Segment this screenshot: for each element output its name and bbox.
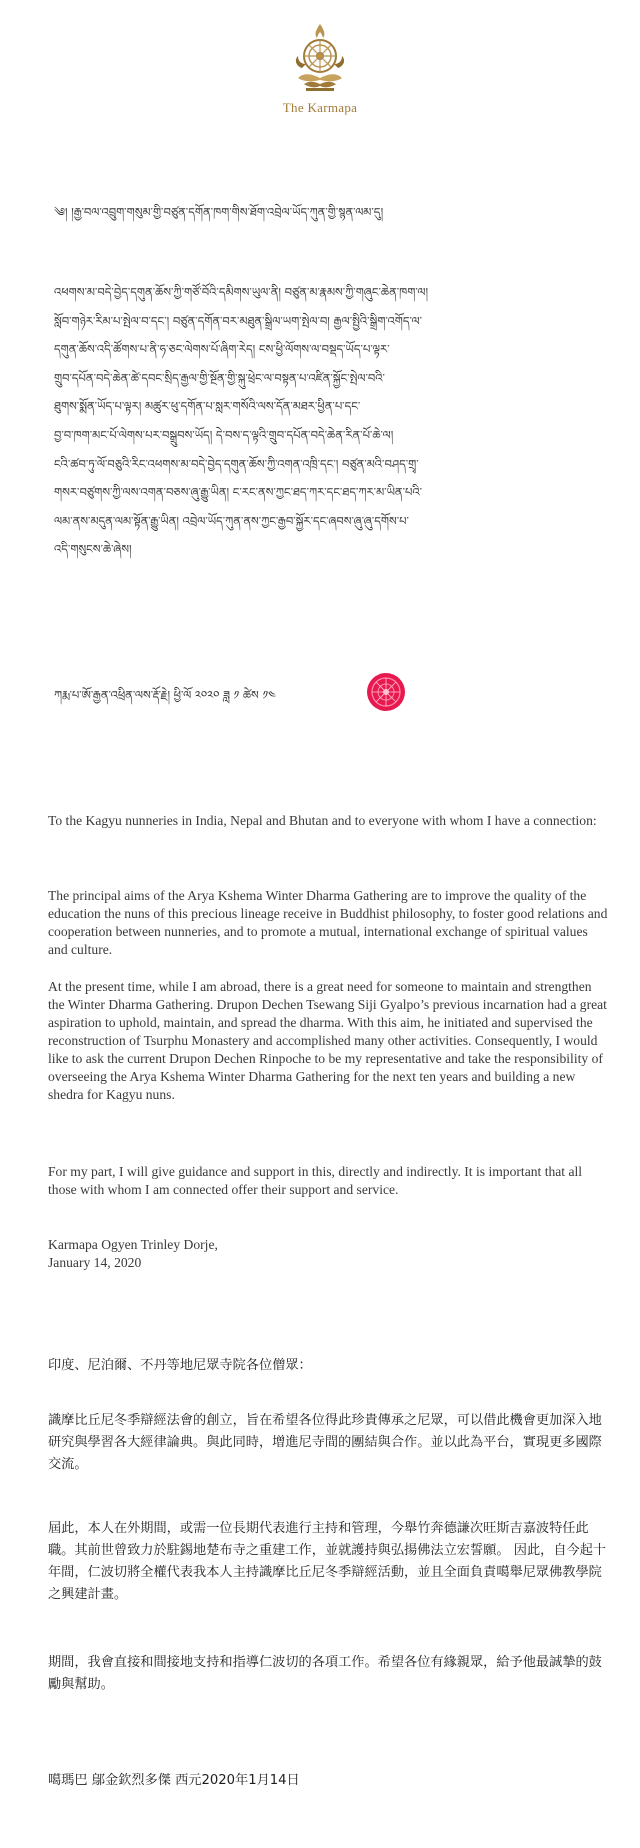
english-paragraph-1: The principal aims of the Arya Kshema Winter Dharma Gathering are to improve the quality of the education the nuns of this precious lineage receive in Buddhist philosophy, to foster good relations and cooperation between nunneries, and to promote a mutual, international exchange of spiritual values and culture. (48, 888, 608, 957)
tibetan-line: གསར་བཙུགས་ཀྱི་ལས་འགན་བཅས་ཞུ་རྒྱུ་ཡིན། ང་རང་ནས་ཀྱང་ཐད་ཀར་དང་ཐད་ཀར་མ་ཡིན་པའི་ (54, 485, 423, 500)
chinese-paragraph-3: 期間，我會直接和間接地支持和指導仁波切的各項工作。希望各位有緣親眾，給予他最誠摯的鼓勵與幫助。 (48, 1655, 602, 1692)
tibetan-line: ཐུགས་སྨོན་ཡོད་པ་ལྟར། མཚུར་ཕུ་དགོན་པ་སླར་གསོའི་ལས་དོན་མཐར་ཕྱིན་པ་དང་ (54, 399, 361, 414)
chinese-paragraph-2: 屆此，本人在外期間，或需一位長期代表進行主持和管理，今舉竹奔德謙次旺斯吉嘉波特任此職。其前世曾致力於駐錫地楚布寺之重建工作，並就護持與弘揚佛法立宏誓願。 因此，自今起十年間，仁波切將全權代表我本人主持識摩比丘尼冬季辯經活動，並且全面負責噶舉尼眾佛教學院之興建計畫。 (48, 1521, 607, 1602)
english-signature (48, 1236, 608, 1272)
tibetan-line: འཕགས་མ་བདེ་བྱེད་དགུན་ཆོས་ཀྱི་གཙོ་བོའི་དམིགས་ཡུལ་ནི། བཙུན་མ་རྣམས་ཀྱི་གཞུང་ཆེན་ཁག་ལ། (54, 285, 429, 299)
tibetan-line: འདི་གསུངས་ཆེ་ཞེས། (54, 542, 132, 557)
tibetan-signature: ཀརྨ་པ་ཨོ་རྒྱན་འཕྲིན་ལས་རྡོ་རྗེ། ཕྱི་ལོ ༢༠༢༠ ཟླ ༡ ཚེས ༡༤ (54, 688, 276, 702)
english-paragraph-2: At the present time, while I am abroad, there is a great need for someone to maintain and strengthen the Winter Dharma Gathering. Drupon Dechen Tsewang Siji Gyalpo’s previous incarnation had a great aspiration to uphold, maintain, and spread the dharma. With this aim, he initiated and supervised the reconstruction of Tsurphu Monastery and accomplished many other activities. Consequently, I would like to ask the current Drupon Dechen Rinpoche to be my representative and take the responsibility of overseeing the Arya Kshema Winter Dharma Gathering for the next ten years and building a new shedra for Kagyu nuns. (48, 979, 607, 1102)
tibetan-line: བྱ་བ་ཁག་མང་པོ་ལེགས་པར་བསྒྲུབས་ཡོད། དེ་བས་ད་ལྟའི་གྲུབ་དཔོན་བདེ་ཆེན་རིན་པོ་ཆེ་ལ། (54, 427, 394, 442)
tibetan-line: ངའི་ཚབ་ཏུ་ལོ་བཅུའི་རིང་འཕགས་མ་བདེ་བྱེད་དགུན་ཆོས་ཀྱི་འགན་འཁྲི་དང་། བཙུན་མའི་བཤད་གྲྭ་ (54, 456, 419, 471)
tibetan-line: སློབ་གཉེར་རིམ་པ་སྤེལ་བ་དང་། བཙུན་དགོན་བར་མཐུན་སྒྲིལ་ཡག་སྤེལ་བ། རྒྱལ་སྤྱིའི་སྒྲིག་འགོད་ལ་ (54, 313, 423, 328)
dharma-wheel-emblem-icon (290, 22, 350, 96)
red-seal-stamp-icon (366, 672, 406, 712)
letterhead-title: The Karmapa (282, 100, 358, 115)
chinese-paragraph-1: 識摩比丘尼冬季辯經法會的創立，旨在希望各位得此珍貴傳承之尼眾，可以借此機會更加深入地研究與學習各大經律論典。與此同時，增進尼寺間的團結與合作。並以此為平台，實現更多國際交流。 (48, 1413, 602, 1472)
tibetan-invocation: ༄། །རྒྱ་བལ་འབྲུག་གསུམ་གྱི་བཙུན་དགོན་ཁག་གིས་ཐོག་འབྲེལ་ཡོད་ཀུན་གྱི་སྙན་ལམ་དུ། (54, 205, 384, 219)
english-paragraph-3: For my part, I will give guidance and support in this, directly and indirectly. It is important that all those with whom I am connected offer their support and service. (48, 1164, 583, 1197)
tibetan-line: ལམ་ནས་མདུན་ལམ་སྟོན་རྒྱུ་ཡིན། འབྲེལ་ཡོད་ཀུན་ནས་ཀྱང་རྒྱབ་སྐྱོར་དང་ཞབས་ཞུ་ཞུ་དགོས་པ་ (54, 513, 409, 528)
tibetan-line: དགུན་ཆོས་འདི་ཚོགས་པ་ནི་ཧ་ཅང་ལེགས་པོ་ཞིག་རེད། ངས་ཕྱི་ལོགས་ལ་བསྡད་ཡོད་པ་ལྟར་ (54, 342, 390, 357)
english-sign-name: Karmapa Ogyen Trinley Dorje, (48, 1237, 218, 1252)
tibetan-line: གྲུབ་དཔོན་བདེ་ཆེན་ཚེ་དབང་སྲིད་རྒྱལ་གྱི་སྔོན་གྱི་སྐུ་ཕྲེང་ལ་བསྟན་པ་འཛིན་སྐྱོང་སྤེལ་བའི་ (54, 370, 385, 385)
chinese-signature: 噶瑪巴 鄔金欽烈多傑 西元2020年1月14日 (48, 1773, 300, 1788)
letterhead (0, 22, 640, 116)
tibetan-body (54, 278, 614, 564)
english-sign-date: January 14, 2020 (48, 1255, 142, 1270)
english-greeting: To the Kagyu nunneries in India, Nepal and Bhutan and to everyone with whom I have a connection: (48, 813, 597, 828)
chinese-greeting: 印度、尼泊爾、不丹等地尼眾寺院各位僧眾： (48, 1358, 312, 1373)
